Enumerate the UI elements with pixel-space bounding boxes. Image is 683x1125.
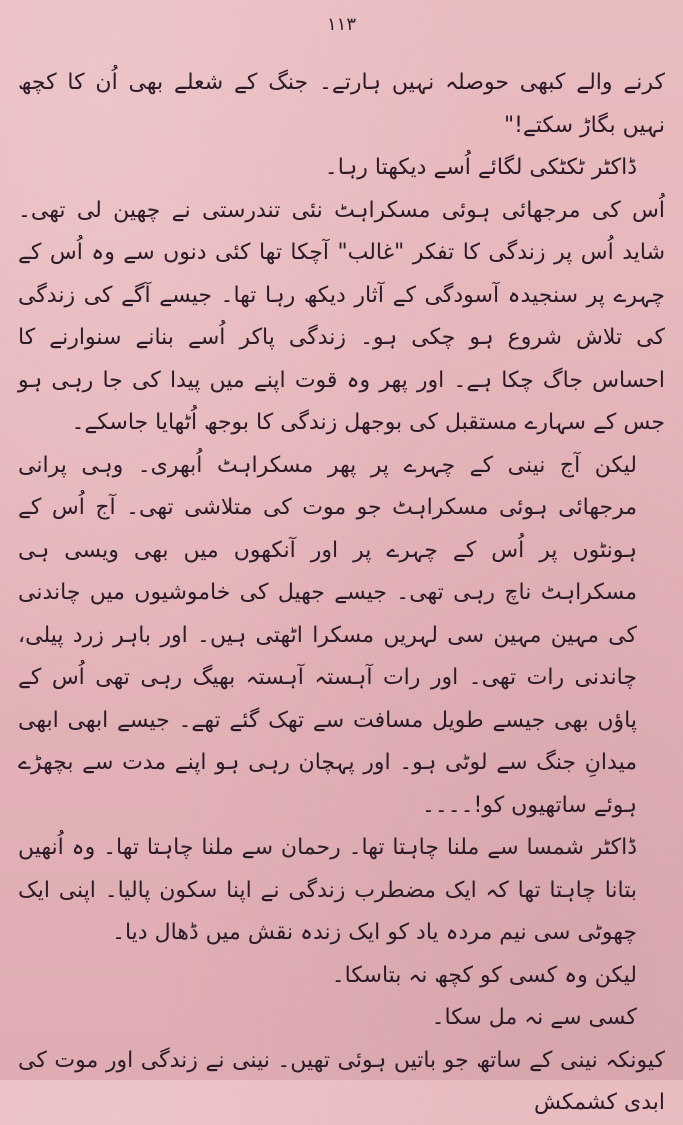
page-number: ۱۱۳ bbox=[326, 14, 356, 35]
paragraph-3: اُس کی مرجھائی ہوئی مسکراہٹ نئی تندرستی نے چھین لی تھی۔ شاید اُس پر زندگی کا تفکر "غالب" آچکا تھا کئی دنوں سے وہ اُس کے چہرے پر سنجیدہ آسودگی کے آثار دیکھ رہا تھا۔ جیسے آگے کی زندگی کی تلاش شروع ہو چکی ہو۔ زندگی پاکر اُسے بنانے سنوارنے کا احساس جاگ چکا ہے۔ اور پھر وہ قوت اپنے میں پیدا کی جا رہی ہو جس کے سہارے مستقبل کی بوجھل زندگی کا بوجھ اُٹھایا جاسکے۔ bbox=[18, 197, 665, 435]
paragraph-8: کیونکہ نینی کے ساتھ جو باتیں ہوئی تھیں۔ نینی نے زندگی اور موت کی ابدی کشمکش bbox=[18, 1047, 665, 1115]
paragraph-1: کرنے والے کبھی حوصلہ نہیں ہارتے۔ جنگ کے شعلے بھی اُن کا کچھ نہیں بگاڑ سکتے!" bbox=[18, 70, 665, 138]
paragraph-5: ڈاکٹر شمسا سے ملنا چاہتا تھا۔ رحمان سے ملنا چاہتا تھا۔ وہ اُنھیں بتانا چاہتا تھا کہ ایک مضطرب زندگی نے اپنا سکون پالیا۔ اپنی ایک چھوٹی سی نیم مردہ یاد کو ایک زندہ نقش میں ڈھال دیا۔ bbox=[18, 835, 637, 945]
paragraph-2: ڈاکٹر ٹکٹکی لگائے اُسے دیکھتا رہا۔ bbox=[324, 155, 637, 180]
paragraph-7: کسی سے نہ مل سکا۔ bbox=[431, 1005, 637, 1030]
page-body-text bbox=[18, 62, 665, 1125]
paragraph-4: لیکن آج نینی کے چہرے پر پھر مسکراہٹ اُبھری۔ وہی پرانی مرجھائی ہوئی مسکراہٹ جو موت کی متلاشی تھی۔ آج اُس کے ہونٹوں پر اُس کے چہرے پر اور آنکھوں میں بھی ویسی ہی مسکراہٹ ناچ رہی تھی۔ جیسے جھیل کی خاموشیوں میں چاندنی کی مہین مہین سی لہریں مسکرا اٹھتی ہیں۔ اور باہر زرد پیلی، چاندنی رات تھی۔ اور رات آہستہ آہستہ بھیگ رہی تھی اُس کے پاؤں بھی جیسے طویل مسافت سے تھک گئے تھے۔ جیسے ابھی ابھی میدانِ جنگ سے لوٹی ہو۔ اور پہچان رہی ہو اپنے مدت سے بچھڑے ہوئے ساتھیوں کو!۔۔۔۔ bbox=[18, 452, 637, 818]
paragraph-6: لیکن وہ کسی کو کچھ نہ بتاسکا۔ bbox=[331, 962, 637, 988]
